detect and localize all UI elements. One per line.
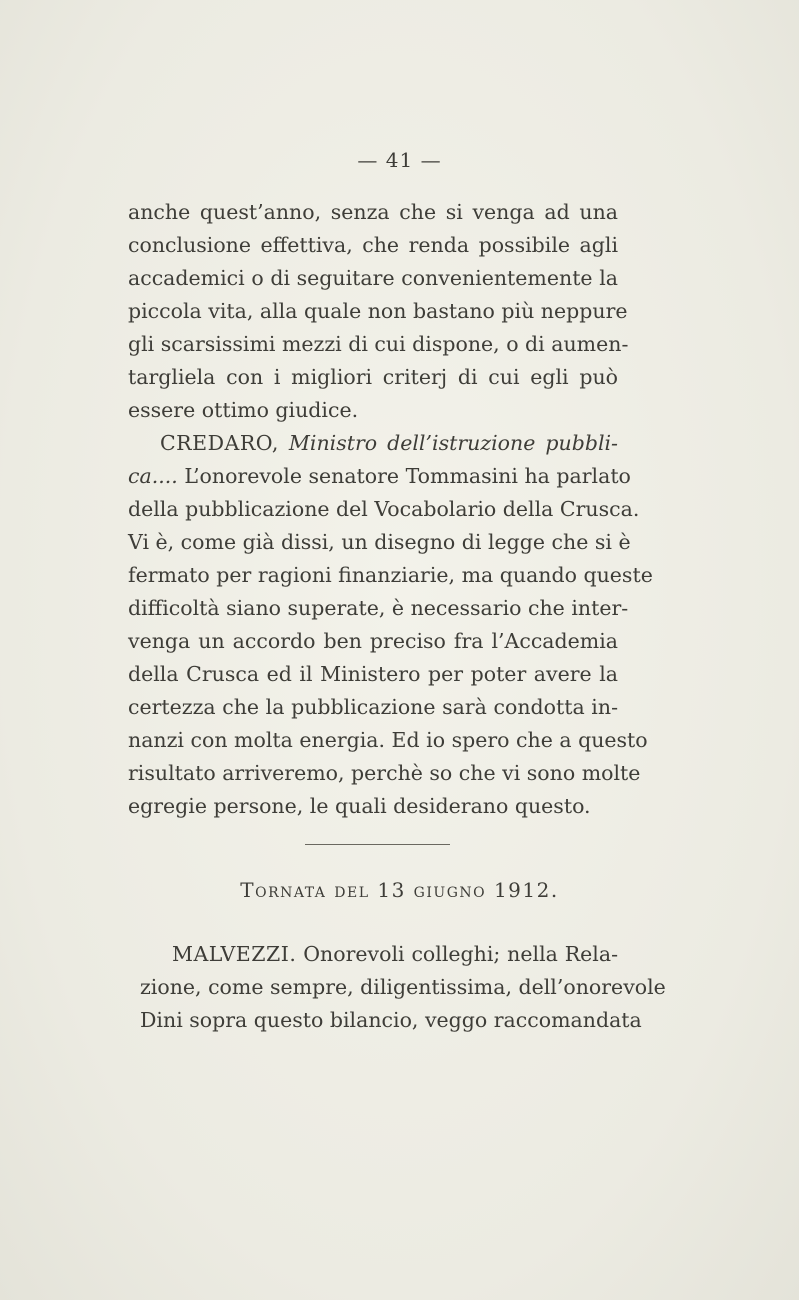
text-line: certezza che la pubblicazione sarà condotta in-: [128, 695, 618, 719]
text-line: risultato arriveremo, perchè so che vi sono molte: [128, 761, 641, 785]
speech-opening-line: [160, 427, 618, 459]
text-line: gli scarsissimi mezzi di cui dispone, o di aumen-: [128, 332, 629, 356]
speaker-name: MALVEZZI.: [172, 942, 297, 966]
section-divider: [305, 844, 450, 845]
text-line: piccola vita, alla quale non bastano più neppure: [128, 299, 628, 323]
text-line: fermato per ragioni finanziarie, ma quando queste: [128, 563, 653, 587]
text-line: della pubblicazione del Vocabolario della Crusca.: [128, 497, 640, 521]
section-heading: Tornata del 13 giugno 1912.: [240, 878, 559, 902]
text-line: essere ottimo giudice.: [128, 398, 359, 422]
page-number: — 41 —: [357, 148, 442, 172]
text-line: anche quest’anno, senza che si venga ad una: [128, 200, 618, 224]
text-line: targliela con i migliori criterj di cui egli può: [128, 365, 618, 389]
speaker-role-continued: ca....: [128, 464, 178, 488]
speaker-role: Ministro dell’istruzione pubbli-: [288, 431, 618, 455]
text-line: Vi è, come già dissi, un disegno di legge che si è: [128, 530, 631, 554]
text-line: Dini sopra questo bilancio, veggo raccomandata: [140, 1008, 642, 1032]
text-line: venga un accordo ben preciso fra l’Accademia: [128, 629, 618, 653]
text-line: conclusione effettiva, che renda possibile agli: [128, 233, 618, 257]
text-line: egregie persone, le quali desiderano questo.: [128, 794, 591, 818]
text-line-rest: Onorevoli colleghi; nella Rela-: [303, 942, 618, 966]
text-line: nanzi con molta energia. Ed io spero che a questo: [128, 728, 648, 752]
text-line: zione, come sempre, diligentissima, dell’onorevole: [140, 975, 666, 999]
text-line: accademici o di seguitare convenientemente la: [128, 266, 618, 290]
text-line-rest: L’onorevole senatore Tommasini ha parlato: [184, 464, 631, 488]
speaker-name: CREDARO,: [160, 431, 279, 455]
speech-opening-line: [172, 938, 618, 970]
text-line: della Crusca ed il Ministero per poter avere la: [128, 662, 618, 686]
text-line: difficoltà siano superate, è necessario che inter-: [128, 596, 629, 620]
text-line: [128, 460, 631, 492]
